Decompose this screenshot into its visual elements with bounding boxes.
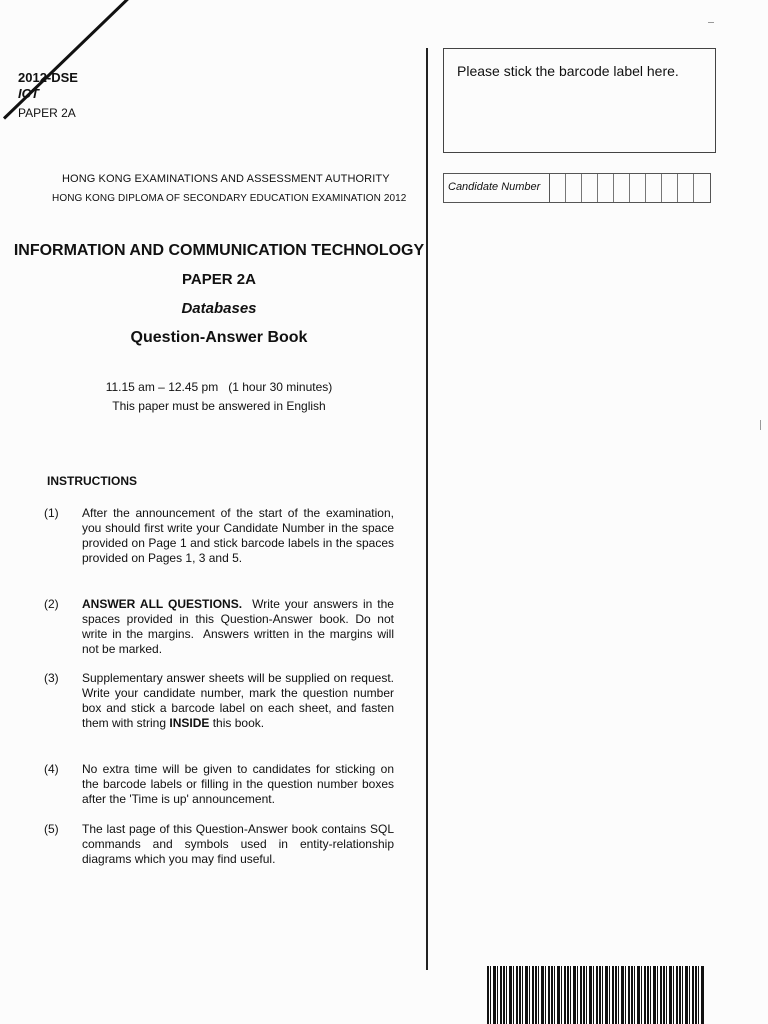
instruction-text xyxy=(82,597,398,657)
instruction-number: (1) xyxy=(44,506,59,520)
candidate-digit-box[interactable] xyxy=(630,174,646,202)
barcode-box-label: Please stick the barcode label here. xyxy=(457,63,679,79)
scan-speck xyxy=(760,420,761,430)
instruction-number: (2) xyxy=(44,597,59,611)
book-type: Question-Answer Book xyxy=(130,329,308,346)
instruction-number: (5) xyxy=(44,822,59,836)
instruction-item xyxy=(44,762,394,807)
instruction-body: Write your answers in the spaces provided in this Question-Answer book. Do not write in the margins. Answers written in the margins will not be marked. xyxy=(82,597,398,656)
instruction-text xyxy=(82,671,401,731)
instruction-body: Supplementary answer sheets will be supplied on request. Write your candidate number, mark the question number box and stick a barcode label on each sheet, and fasten them with string xyxy=(82,671,401,730)
instruction-item xyxy=(44,822,394,867)
diploma-name: HONG KONG DIPLOMA OF SECONDARY EDUCATION EXAMINATION 2012 xyxy=(52,193,407,204)
instruction-text: No extra time will be given to candidates for sticking on the barcode labels or filling in the question number boxes after the 'Time is up' announcement. xyxy=(82,762,394,806)
authority-name: HONG KONG EXAMINATIONS AND ASSESSMENT AUTHORITY xyxy=(62,173,390,185)
exam-code: 2012-DSE xyxy=(18,70,78,85)
subject-title: INFORMATION AND COMMUNICATION TECHNOLOGY xyxy=(13,242,425,259)
instruction-item xyxy=(44,597,398,657)
instruction-item xyxy=(44,671,401,731)
module-title: Databases xyxy=(181,300,257,317)
candidate-digit-box[interactable] xyxy=(662,174,678,202)
instruction-text: After the announcement of the start of the examination, you should first write your Candidate Number in the space provided on Page 1 and stick barcode labels in the spaces provided on Pages 1, 3 and 5. xyxy=(82,506,394,565)
candidate-number-field[interactable] xyxy=(443,173,711,203)
subject-code: ICT xyxy=(18,86,39,101)
instruction-bold: ANSWER ALL QUESTIONS. xyxy=(82,597,243,611)
paper-title: PAPER 2A xyxy=(182,271,256,288)
barcode-image xyxy=(487,966,704,1024)
diagonal-rule xyxy=(3,0,163,120)
instructions-heading: INSTRUCTIONS xyxy=(47,474,137,488)
candidate-digit-box[interactable] xyxy=(582,174,598,202)
candidate-number-label: Candidate Number xyxy=(444,174,550,202)
candidate-digit-box[interactable] xyxy=(694,174,710,202)
candidate-digit-box[interactable] xyxy=(566,174,582,202)
margin-rule xyxy=(426,48,428,970)
exam-language: This paper must be answered in English xyxy=(112,399,326,413)
instruction-number: (4) xyxy=(44,762,59,776)
candidate-digit-box[interactable] xyxy=(598,174,614,202)
instruction-number: (3) xyxy=(44,671,59,685)
scan-speck xyxy=(708,22,714,23)
instruction-bold: INSIDE xyxy=(169,716,210,730)
instruction-item xyxy=(44,506,394,566)
candidate-digit-box[interactable] xyxy=(550,174,566,202)
instruction-text: The last page of this Question-Answer book contains SQL commands and symbols used in entity-relationship diagrams which you may find useful. xyxy=(82,822,394,866)
instruction-body-end: this book. xyxy=(209,716,265,730)
candidate-digit-box[interactable] xyxy=(614,174,630,202)
candidate-digit-box[interactable] xyxy=(646,174,662,202)
candidate-digit-box[interactable] xyxy=(678,174,694,202)
paper-code: PAPER 2A xyxy=(18,106,76,120)
barcode-label-box[interactable] xyxy=(443,48,716,153)
exam-time: 11.15 am – 12.45 pm (1 hour 30 minutes) xyxy=(105,380,333,394)
